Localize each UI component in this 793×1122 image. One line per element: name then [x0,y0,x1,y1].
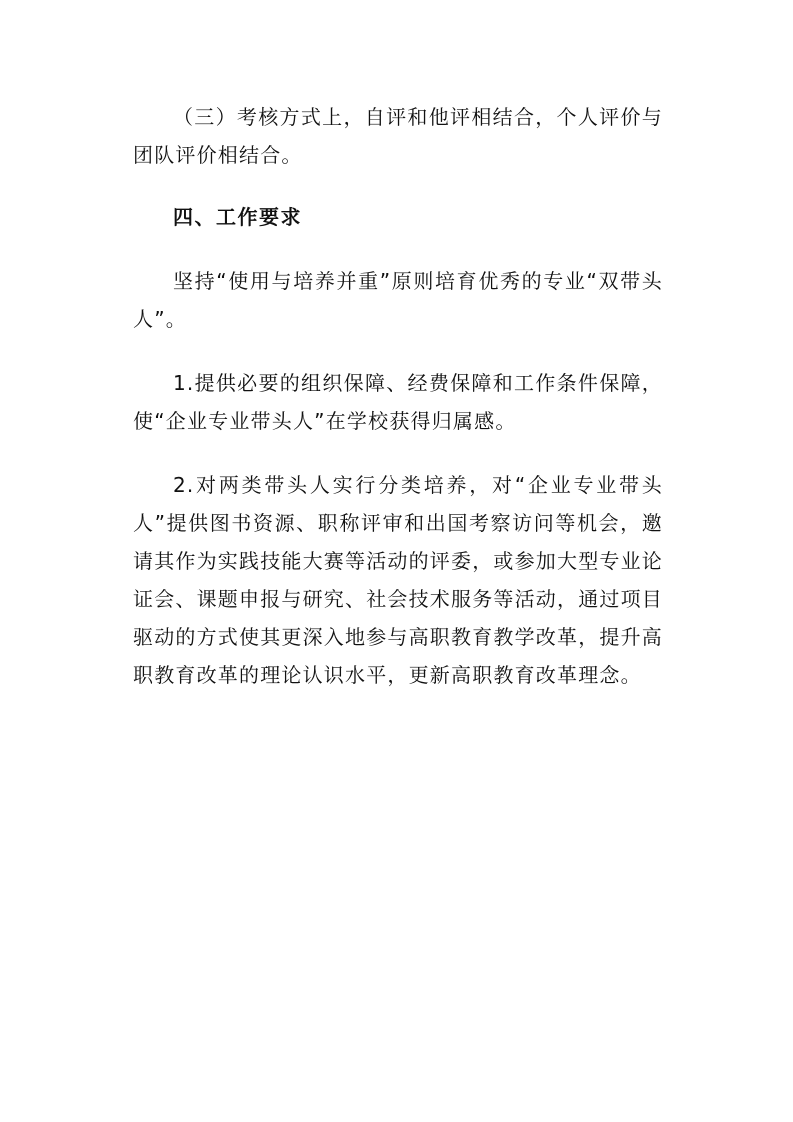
paragraph-item-2: 2.对两类带头人实行分类培养，对“企业专业带头人”提供图书资源、职称评审和出国考察访问等机会，邀请其作为实践技能大赛等活动的评委，或参加大型专业论证会、课题申报与研究、社会技术服务等活动，通过项目驱动的方式使其更深入地参与高职教育教学改革，提升高职教育改革的理论认识水平，更新高职教育改革理念。 [133,473,663,687]
section-heading-work-requirements: 四、工作要求 [173,205,302,229]
document-body [133,98,663,694]
paragraph-item-1: 1.提供必要的组织保障、经费保障和工作条件保障，使“企业专业带头人”在学校获得归属感。 [133,371,663,433]
paragraph-assessment-method: （三）考核方式上，自评和他评相结合，个人评价与团队评价相结合。 [133,105,663,167]
paragraph-principle: 坚持“使用与培养并重”原则培育优秀的专业“双带头人”。 [133,269,663,331]
